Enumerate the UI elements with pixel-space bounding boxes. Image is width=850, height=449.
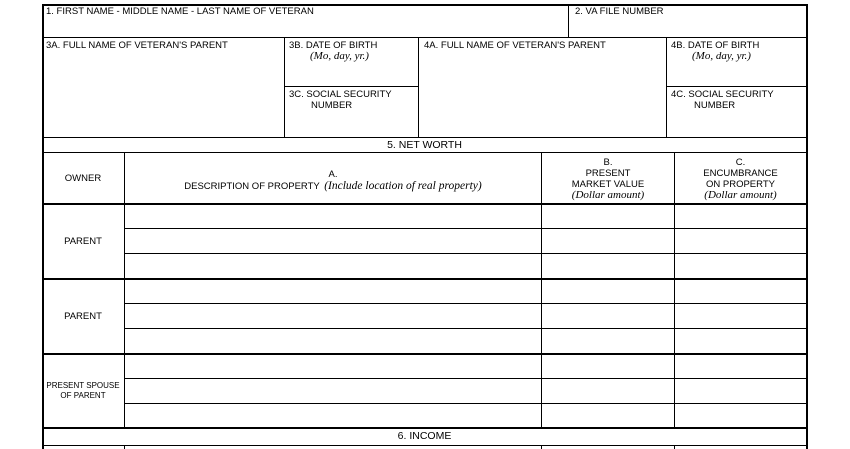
encumbrance-cell[interactable] — [676, 205, 805, 227]
encumbrance-cell[interactable] — [676, 280, 805, 302]
property-row[interactable] — [126, 305, 540, 327]
income-title: 6. INCOME — [397, 430, 452, 442]
parent-3c-ssn-label-2: NUMBER — [311, 100, 353, 111]
col-c-note: (Dollar amount) — [704, 189, 777, 201]
parent-4a-name-label: 4A. FULL NAME OF VETERAN'S PARENT — [424, 40, 606, 51]
parent-4c-ssn-label: 4C. SOCIAL SECURITY — [671, 89, 774, 100]
parent-3a-name-field[interactable] — [44, 52, 282, 136]
market-value-cell[interactable] — [543, 255, 673, 277]
property-row[interactable] — [126, 205, 540, 227]
parent-4a-name-field[interactable] — [420, 52, 664, 136]
market-value-cell[interactable] — [543, 330, 673, 352]
encumbrance-cell[interactable] — [676, 355, 805, 377]
parent-3c-ssn-label: 3C. SOCIAL SECURITY — [289, 89, 392, 100]
property-row[interactable] — [126, 355, 540, 377]
parent-3b-dob-field[interactable] — [286, 63, 416, 85]
col-c-line2: ON PROPERTY — [706, 179, 775, 190]
parent-4b-dob-field[interactable] — [668, 63, 805, 85]
col-c-letter: C. — [735, 157, 746, 168]
net-worth-title: 5. NET WORTH — [387, 139, 462, 151]
col-a-header — [125, 179, 541, 193]
owner-parent-1: PARENT — [64, 236, 102, 247]
col-a-letter: A. — [328, 169, 338, 180]
property-row[interactable] — [126, 230, 540, 252]
encumbrance-cell[interactable] — [676, 230, 805, 252]
market-value-cell[interactable] — [543, 405, 673, 426]
property-row[interactable] — [126, 405, 540, 426]
property-row[interactable] — [126, 255, 540, 277]
veteran-name-label: 1. FIRST NAME - MIDDLE NAME - LAST NAME OF VETERAN — [46, 6, 314, 17]
owner-spouse-line2: OF PARENT — [60, 391, 106, 400]
encumbrance-cell[interactable] — [676, 330, 805, 352]
market-value-cell[interactable] — [543, 280, 673, 302]
col-a-text: DESCRIPTION OF PROPERTY — [184, 181, 320, 192]
encumbrance-cell[interactable] — [676, 305, 805, 327]
parent-3b-dob-label: 3B. DATE OF BIRTH — [289, 40, 378, 51]
veteran-name-field[interactable] — [44, 18, 567, 36]
owner-column-header: OWNER — [64, 173, 102, 184]
property-row[interactable] — [126, 280, 540, 302]
col-b-line2: MARKET VALUE — [571, 179, 645, 190]
market-value-cell[interactable] — [543, 230, 673, 252]
owner-spouse-line1: PRESENT SPOUSE — [46, 381, 120, 390]
col-a-note: (Include location of real property) — [324, 180, 482, 192]
market-value-cell[interactable] — [543, 305, 673, 327]
encumbrance-cell[interactable] — [676, 405, 805, 426]
va-file-number-field[interactable] — [570, 18, 804, 36]
parent-4c-ssn-label-2: NUMBER — [694, 100, 736, 111]
va-file-number-label: 2. VA FILE NUMBER — [575, 6, 664, 17]
market-value-cell[interactable] — [543, 380, 673, 402]
parent-4b-dob-hint: (Mo, day, yr.) — [692, 50, 751, 62]
encumbrance-cell[interactable] — [676, 255, 805, 277]
parent-3b-dob-hint: (Mo, day, yr.) — [310, 50, 369, 62]
col-b-letter: B. — [603, 157, 613, 168]
encumbrance-cell[interactable] — [676, 380, 805, 402]
col-c-line1: ENCUMBRANCE — [703, 168, 778, 179]
property-row[interactable] — [126, 380, 540, 402]
market-value-cell[interactable] — [543, 355, 673, 377]
parent-4b-dob-label: 4B. DATE OF BIRTH — [671, 40, 760, 51]
market-value-cell[interactable] — [543, 205, 673, 227]
owner-parent-2: PARENT — [64, 311, 102, 322]
parent-3c-ssn-field[interactable] — [286, 112, 416, 136]
col-b-note: (Dollar amount) — [571, 189, 645, 201]
parent-3a-name-label: 3A. FULL NAME OF VETERAN'S PARENT — [46, 40, 228, 51]
col-b-line1: PRESENT — [585, 168, 631, 179]
parent-4c-ssn-field[interactable] — [668, 112, 805, 136]
property-row[interactable] — [126, 330, 540, 352]
